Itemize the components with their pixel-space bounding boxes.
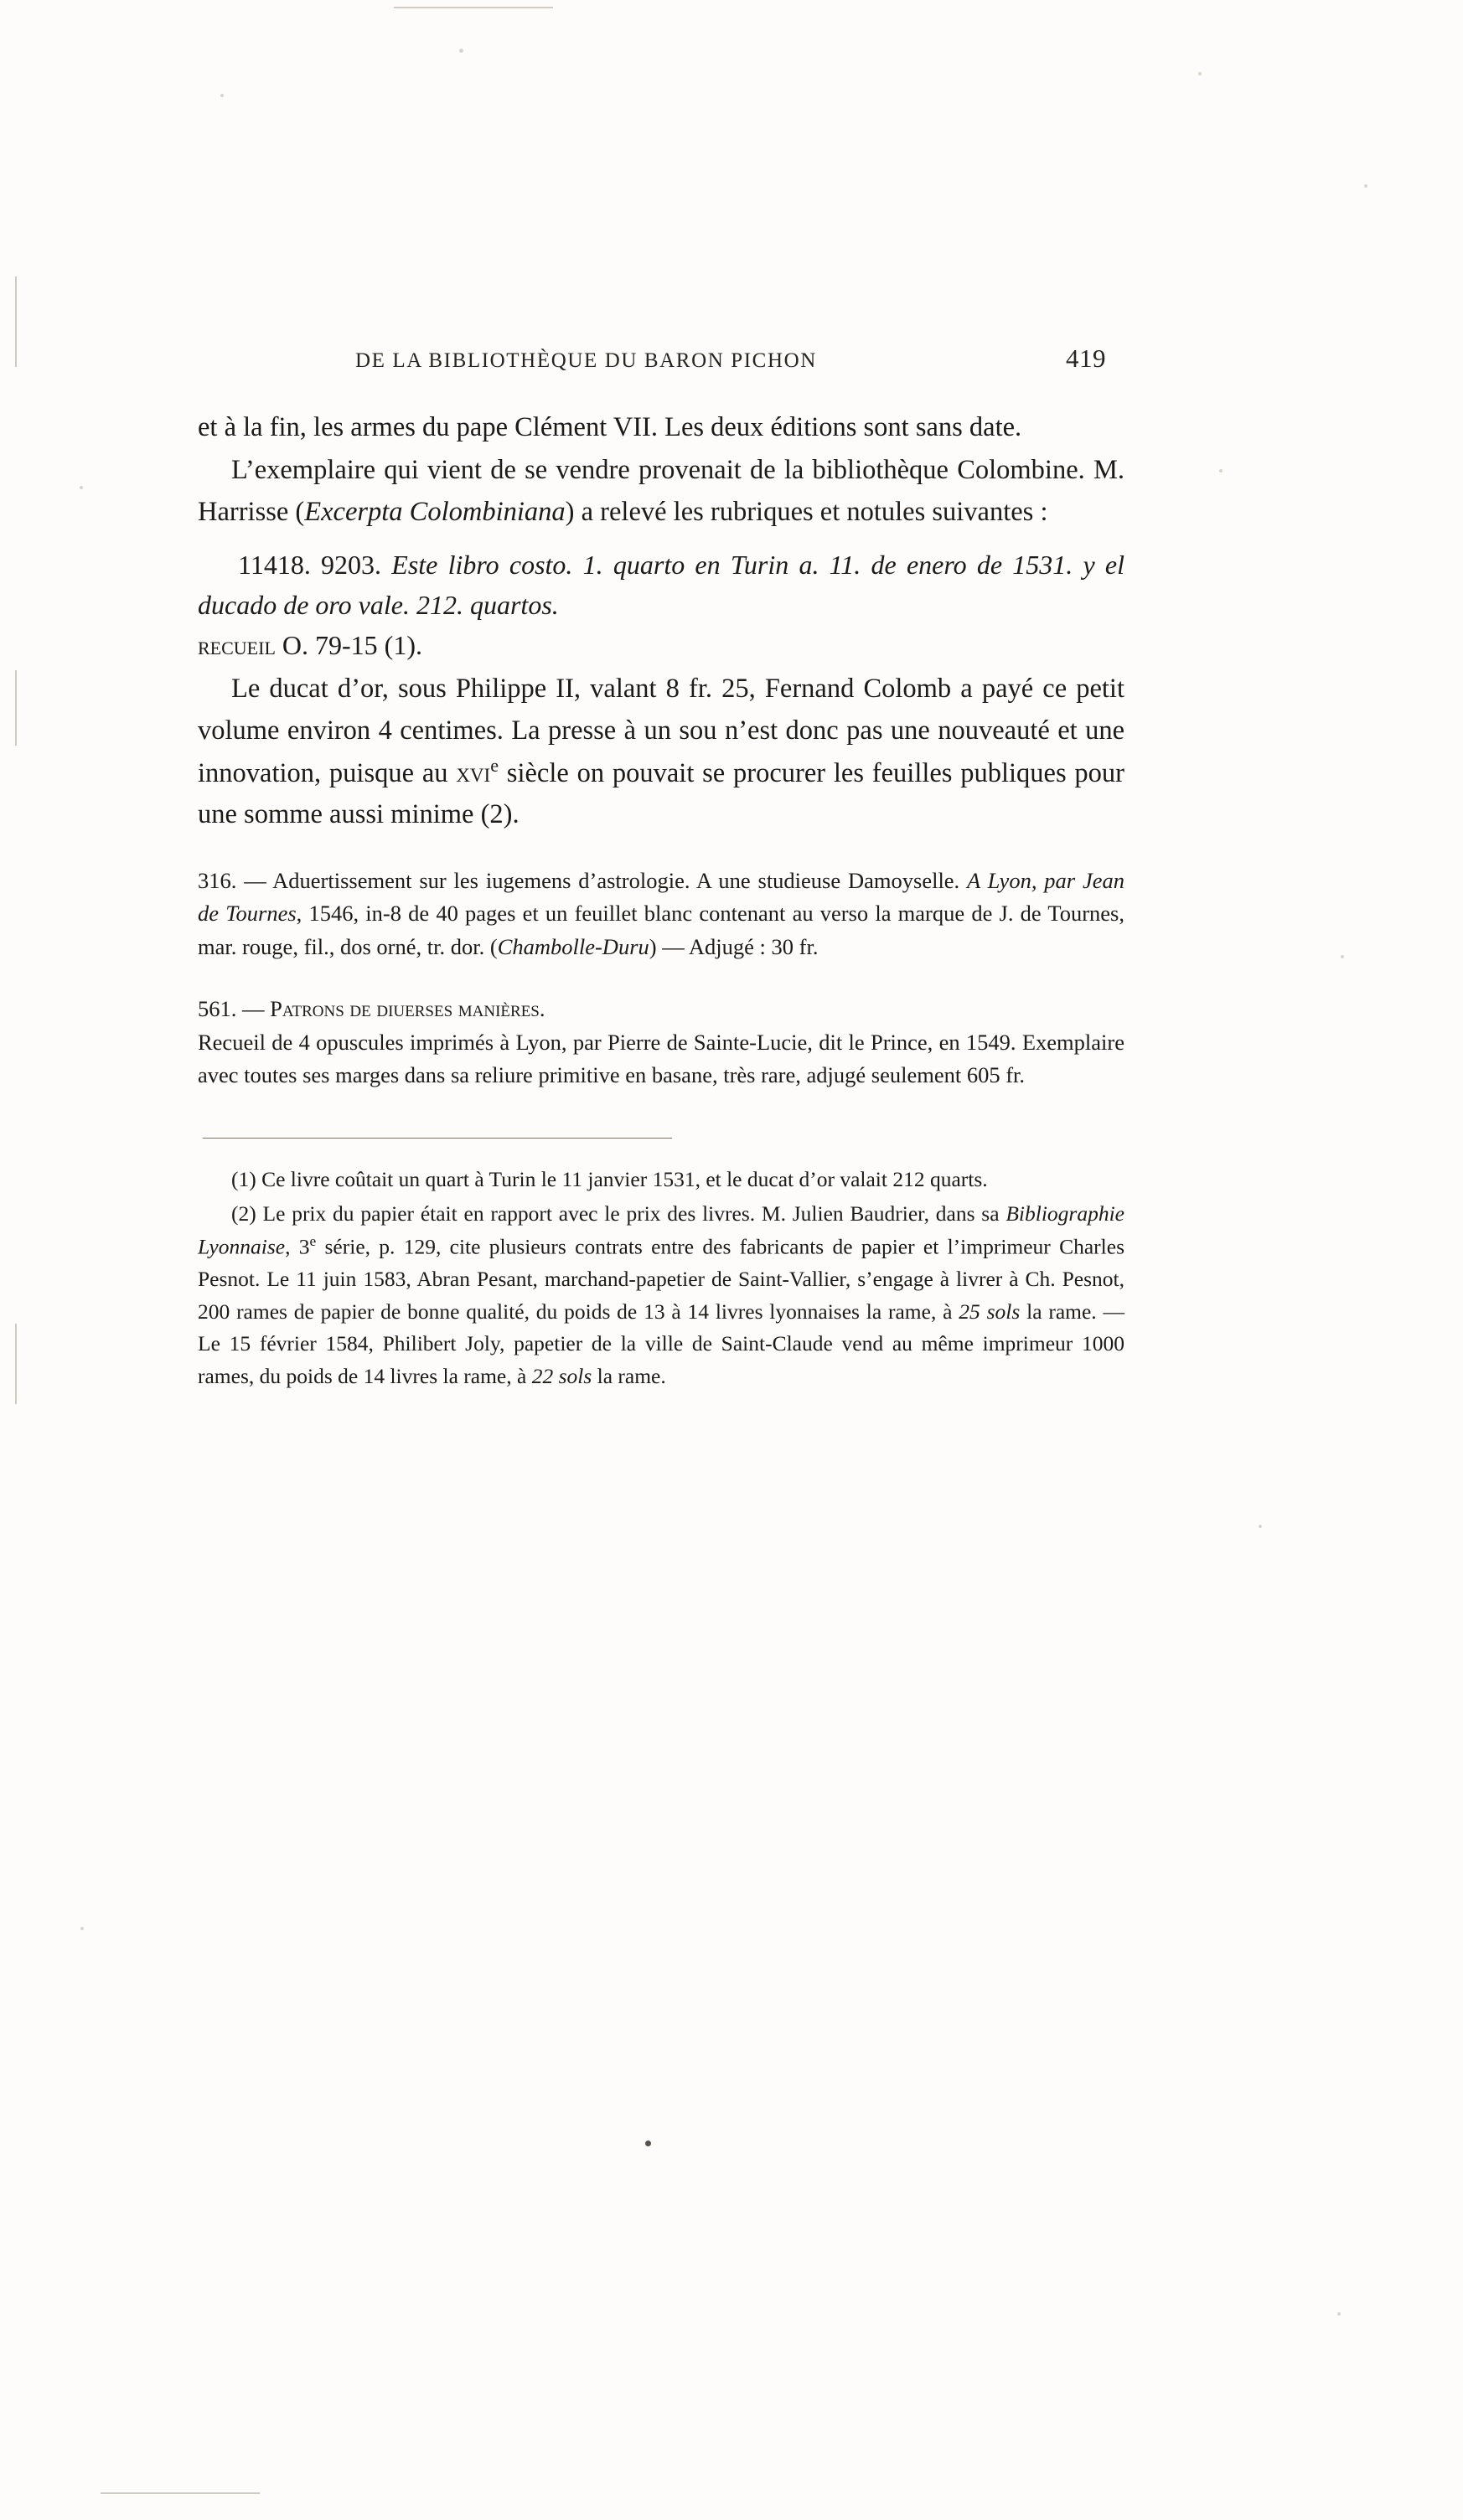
footnote-2-text-c: série, p. 129, cite plusieurs contrats entre des fabricants de papier et l’imprimeur Charles Pesnot. Le 11 juin 1583, Abran Pesant, marchand-papetier de Saint-Vallier, s’engage à livrer à Ch. Pesnot, 200 rames de papier de bonne qualité, du poids de 13 à 14 livres lyonnaises la rame, à bbox=[198, 1234, 1124, 1324]
entry-316-text-b: , 1546, in-8 de 40 pages et un feuillet blanc contenant au verso la marque de J. de Tournes, mar. rouge, fil., dos orné, tr. dor. ( bbox=[198, 901, 1124, 960]
quote-number: 11418. 9203. bbox=[238, 550, 382, 581]
scan-speck-10 bbox=[80, 1927, 84, 1930]
quote-italic-text: Este libro costo. 1. quarto en Turin a. 11. de enero de 1531. y el ducado de oro vale. 212. quartos. bbox=[198, 550, 1125, 621]
par2-text-a: L’exemplaire qui vient de se vendre provenait de la bibliothèque Colombine. M. Harrisse ( bbox=[198, 455, 1124, 527]
scan-speck-1 bbox=[459, 49, 463, 53]
page-bottom-ornament bbox=[645, 2140, 651, 2146]
scan-speck-8 bbox=[1259, 1525, 1262, 1528]
footnote-2-italic-title: Bibliographie Lyonnaise bbox=[198, 1201, 1124, 1259]
footnote-2-italic-price-1: 25 sols bbox=[959, 1299, 1021, 1324]
par3-text-b: siècle on pouvait se procurer les feuilles publiques pour une somme aussi minime (2). bbox=[198, 757, 1124, 830]
left-margin-mark-2 bbox=[15, 670, 17, 746]
scan-speck-4 bbox=[1364, 184, 1367, 188]
scan-speck-9 bbox=[1337, 2312, 1341, 2316]
par2-italic-title: Excerpta Colombiniana bbox=[304, 496, 566, 527]
footnote-1 bbox=[198, 1164, 1124, 1196]
paragraph-continuation: et à la fin, les armes du pape Clément VII. Les deux éditions sont sans date. bbox=[198, 412, 1022, 442]
quote-reference-rest: O. 79-15 (1). bbox=[282, 630, 422, 661]
entry-561-dash: — bbox=[242, 995, 265, 1021]
footnote-2-italic-price-2: 22 sols bbox=[531, 1364, 592, 1389]
footnote-2-text-e: la rame. bbox=[592, 1364, 666, 1389]
footnote-2-marker: (2) bbox=[231, 1201, 256, 1226]
paragraph-ducat bbox=[198, 669, 1124, 835]
page-number: 419 bbox=[1066, 343, 1106, 373]
par3-text-a: Le ducat d’or, sous Philippe II, valant 8 fr. 25, Fernand Colomb a payé ce petit volume environ 4 centimes. La presse à un sou n’est donc pas une nouveauté et une innovation, puisque au bbox=[198, 674, 1124, 788]
par3-century-smallcaps: xvi bbox=[456, 757, 491, 788]
scan-speck-3 bbox=[1198, 72, 1202, 75]
left-margin-mark-3 bbox=[15, 1324, 17, 1404]
entry-561-text: Recueil de 4 opuscules imprimés à Lyon, par Pierre de Sainte-Lucie, dit le Prince, en 1549. Exemplaire avec toutes ses marges dans sa reliure primitive en basane, très rare, adjugé seulement 605 fr. bbox=[198, 1029, 1124, 1088]
entry-316-italic-binder: Chambolle-Duru bbox=[497, 934, 649, 960]
catalogue-entry-316 bbox=[198, 865, 1124, 964]
entry-316-text-a: Aduertissement sur les iugemens d’astrologie. A une studieuse Damoyselle. bbox=[272, 867, 968, 893]
scan-speck-2 bbox=[220, 94, 224, 97]
entry-316-italic-imprint: A Lyon, par Jean de Tournes bbox=[198, 867, 1124, 927]
entry-316-dash: — bbox=[244, 867, 266, 893]
par3-century-superscript: e bbox=[490, 754, 499, 776]
catalogue-entry-561 bbox=[198, 993, 1124, 1092]
footnote-1-marker: (1) bbox=[231, 1167, 256, 1192]
entry-561-heading: Patrons de diuerses manières. bbox=[270, 995, 545, 1021]
running-head-title: DE LA BIBLIOTHÈQUE DU BARON PICHON bbox=[355, 349, 817, 372]
footnote-2-text-b: , 3 bbox=[285, 1234, 310, 1259]
quoted-rubric bbox=[198, 545, 1124, 665]
footnote-separator bbox=[203, 1138, 672, 1139]
footnotes bbox=[198, 1164, 1124, 1393]
bottom-edge-mark bbox=[101, 2492, 260, 2494]
footnote-2-text-d: la rame. — Le 15 février 1584, Philibert Joly, papetier de la ville de Saint-Claude vend au même imprimeur 1000 rames, du poids de 14 livres la rame, à bbox=[198, 1299, 1124, 1389]
left-margin-mark-1 bbox=[15, 276, 17, 367]
scan-speck-6 bbox=[80, 486, 83, 489]
footnote-2-superscript: e bbox=[309, 1232, 317, 1249]
entry-561-number: 561. bbox=[198, 995, 237, 1021]
running-head bbox=[198, 343, 1124, 374]
entry-316-number: 316. bbox=[198, 867, 237, 893]
footnote-2-text-a: Le prix du papier était en rapport avec le prix des livres. M. Julien Baudrier, dans sa bbox=[256, 1201, 1006, 1226]
page-content bbox=[198, 343, 1124, 1395]
paragraph-exemplaire bbox=[198, 450, 1124, 533]
footnote-2 bbox=[198, 1198, 1124, 1393]
quote-line bbox=[198, 545, 1124, 625]
par2-text-b: ) a relevé les rubriques et notules suivantes : bbox=[565, 496, 1048, 527]
quote-reference-smallcaps: recueil bbox=[198, 630, 276, 661]
footnote-1-text: Ce livre coûtait un quart à Turin le 11 janvier 1531, et le ducat d’or valait 212 quarts. bbox=[256, 1167, 988, 1192]
top-edge-mark bbox=[394, 7, 553, 8]
entry-316-text-c: ) — Adjugé : 30 fr. bbox=[649, 934, 819, 960]
scan-speck-7 bbox=[1341, 955, 1344, 958]
scan-speck-5 bbox=[1219, 469, 1223, 472]
